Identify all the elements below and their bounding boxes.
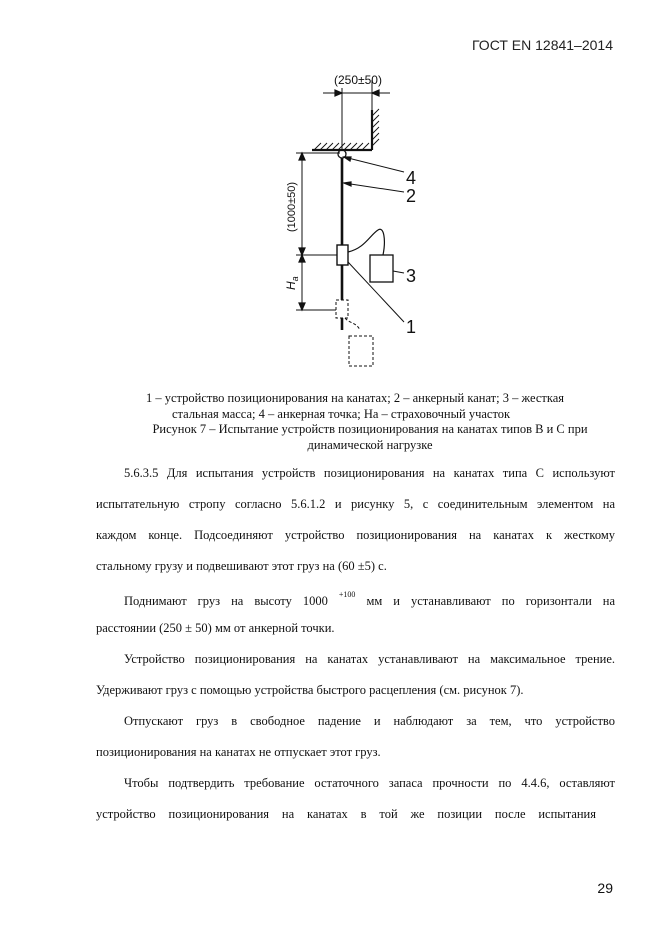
paragraph-line: устройство позиционирования на канатах в той же позиции после испытания [96,807,596,821]
figure-title-line-2: динамической нагрузке [307,438,433,452]
height-text-cont: мм и устанавливают по горизонтали на [366,594,616,608]
dim-vertical-label: (1000±50) [286,181,298,232]
document-code: ГОСТ EN 12841–2014 [472,37,613,53]
paragraph-line [96,590,615,609]
paragraph-line: Удерживают груз с помощью устройства быстрого расцепления (см. рисунок 7). [96,683,524,697]
figure-title-line-1: Рисунок 7 – Испытание устройств позиционирования на канатах типов B и C при [152,422,588,436]
label-4: 4 [406,168,417,188]
legend-line-2: стальная масса; 4 – анкерная точка; Ha – страховочный участок [172,407,511,421]
dim-ha-sub: a [290,276,300,282]
height-tolerance: +100 [338,590,356,599]
figure-title [120,421,620,453]
label-3: 3 [406,266,417,286]
legend-line-1: 1 – устройство позиционирования на канатах; 2 – анкерный канат; 3 – жесткая [146,391,565,405]
paragraph-line: испытательную стропу согласно 5.6.1.2 и рисунку 5, с соединительным элементом на [96,497,615,511]
figure-legend [146,390,616,422]
figure-7-diagram [0,0,661,380]
height-text: Поднимают груз на высоту 1000 [124,594,328,608]
page-number: 29 [597,880,613,896]
label-1: 1 [406,317,417,337]
paragraph-line: позиционирования на канатах не отпускает этот груз. [96,745,381,759]
paragraph-line: каждом конце. Подсоединяют устройство позиционирования на канатах к жесткому [96,528,615,542]
dim-ha-main: H [284,281,298,290]
paragraph-line: Устройство позиционирования на канатах устанавливают на максимальное трение. [124,652,615,666]
dim-top-label: (250±50) [334,73,382,87]
paragraph-line: Чтобы подтвердить требование остаточного запаса прочности по 4.4.6, оставляют [124,776,615,790]
paragraph-line: расстоянии (250 ± 50) мм от анкерной точки. [96,621,335,635]
label-2: 2 [406,186,417,206]
paragraph-line: стальному грузу и подвешивают этот груз на (60 ±5) с. [96,559,387,573]
dim-ha-label [284,276,300,290]
paragraph-line: 5.6.3.5 Для испытания устройств позиционирования на канатах типа С используют [124,466,615,480]
paragraph-line: Отпускают груз в свободное падение и наблюдают за тем, что устройство [124,714,615,728]
